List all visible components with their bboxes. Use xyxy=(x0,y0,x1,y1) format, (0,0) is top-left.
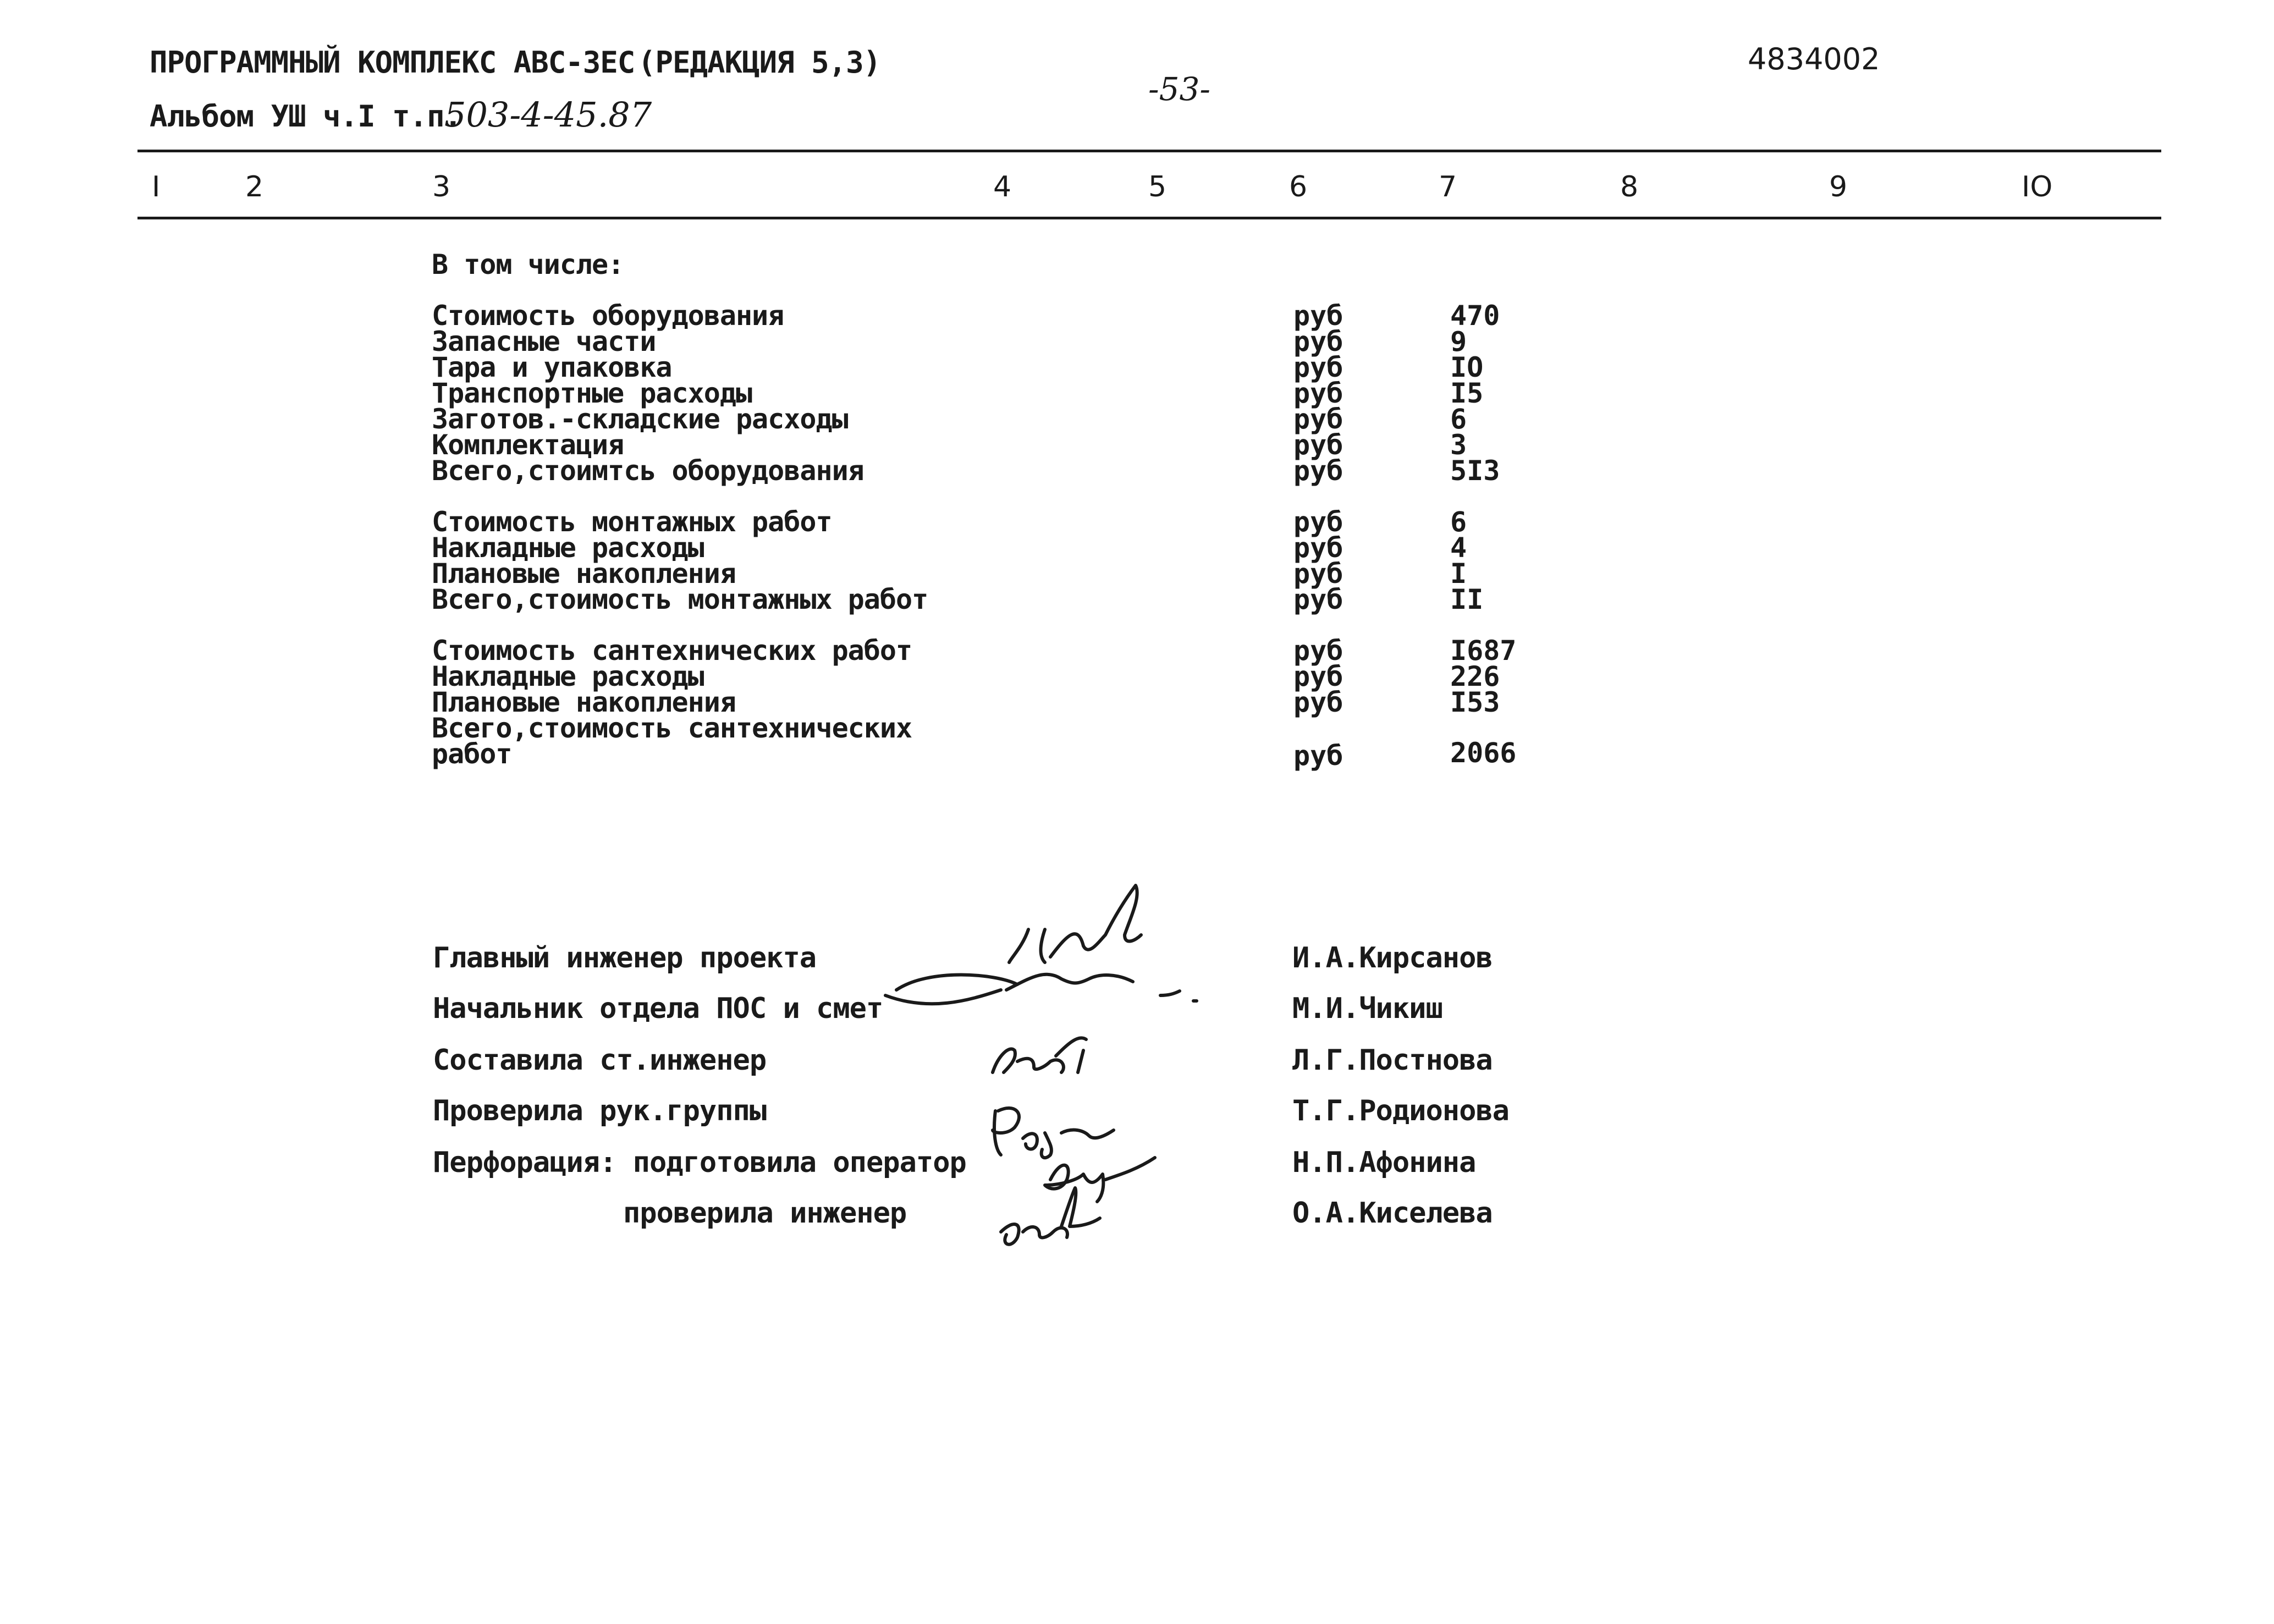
signature-stroke-1 xyxy=(1009,885,1141,962)
row-value: I5 xyxy=(1450,377,1484,409)
total-unit: руб xyxy=(1293,740,1344,772)
row-unit: руб xyxy=(1293,377,1344,409)
row-label: Комплектация xyxy=(432,429,624,461)
row-label: Плановые накопления xyxy=(432,558,736,590)
total-label-line1: Всего,стоимость сантехнических xyxy=(432,712,912,744)
doc-code: 4834002 xyxy=(1748,42,1880,76)
row-value: 4 xyxy=(1450,532,1467,564)
section-intro: В том числе: xyxy=(432,249,624,280)
row-unit: руб xyxy=(1293,429,1344,461)
row-unit: руб xyxy=(1293,506,1344,538)
signature-title: Составила ст.инженер xyxy=(433,1044,767,1077)
signature-name: Т.Г.Родионова xyxy=(1292,1094,1509,1127)
row-label: Тара и упаковка xyxy=(432,351,672,383)
row-label: Стоимость оборудования xyxy=(432,300,784,332)
signature-stroke-6 xyxy=(1001,1188,1100,1245)
row-label: Стоимость монтажных работ xyxy=(432,506,832,538)
signature-title: Начальник отдела ПОС и смет xyxy=(433,992,883,1025)
signature-name: О.А.Киселева xyxy=(1292,1197,1493,1230)
program-title: ПРОГРАММНЫЙ КОМПЛЕКС АВС-ЗЕС xyxy=(150,45,635,80)
page-number: -53- xyxy=(1148,70,1210,108)
album-prefix: Альбом УШ ч.I т.п. xyxy=(150,99,462,134)
row-unit: руб xyxy=(1293,532,1344,564)
row-unit: руб xyxy=(1293,583,1344,615)
row-label: Заготов.-складские расходы xyxy=(432,403,848,435)
signature-stroke-3 xyxy=(993,1038,1086,1072)
column-6-number: 6 xyxy=(1289,170,1308,203)
row-value: IO xyxy=(1450,351,1484,383)
header-rule-bottom xyxy=(137,217,2161,219)
signature-name: Н.П.Афонина xyxy=(1292,1146,1476,1179)
header-rule-top xyxy=(137,150,2161,152)
column-4-number: 4 xyxy=(993,170,1012,203)
row-unit: руб xyxy=(1293,660,1344,692)
edition-label: (РЕДАКЦИЯ 5,3) xyxy=(638,45,881,80)
row-label: Всего,стоимтсь оборудования xyxy=(432,455,864,487)
column-9-number: 9 xyxy=(1829,170,1848,203)
column-3-number: 3 xyxy=(432,170,451,203)
signature-name: М.И.Чикиш xyxy=(1292,992,1442,1025)
column-10-number: IO xyxy=(2022,170,2053,203)
row-label: Стоимость сантехнических работ xyxy=(432,635,912,667)
row-value: 5I3 xyxy=(1450,455,1500,487)
row-unit: руб xyxy=(1293,403,1344,435)
signature-title: Перфорация: подготовила оператор xyxy=(433,1146,966,1179)
row-label: Накладные расходы xyxy=(432,660,704,692)
row-unit: руб xyxy=(1293,455,1344,487)
row-unit: руб xyxy=(1293,326,1344,357)
row-value: 9 xyxy=(1450,326,1467,357)
row-unit: руб xyxy=(1293,686,1344,718)
row-unit: руб xyxy=(1293,351,1344,383)
row-unit: руб xyxy=(1293,558,1344,590)
row-label: Плановые накопления xyxy=(432,686,736,718)
row-unit: руб xyxy=(1293,635,1344,667)
column-7-number: 7 xyxy=(1439,170,1457,203)
signature-title: Проверила рук.группы xyxy=(433,1094,767,1127)
row-value: 226 xyxy=(1450,660,1500,692)
row-value: 6 xyxy=(1450,506,1467,538)
signature-stroke-2 xyxy=(885,975,1197,1004)
column-1-number: I xyxy=(152,170,161,203)
row-value: 3 xyxy=(1450,429,1467,461)
row-label: Всего,стоимость монтажных работ xyxy=(432,583,928,615)
signature-name: Л.Г.Постнова xyxy=(1292,1044,1493,1077)
signature-title: Главный инженер проекта xyxy=(433,942,817,975)
row-label: Накладные расходы xyxy=(432,532,704,564)
total-value: 2066 xyxy=(1450,737,1517,769)
column-5-number: 5 xyxy=(1148,170,1167,203)
column-2-number: 2 xyxy=(245,170,264,203)
signature-stroke-4 xyxy=(993,1108,1114,1158)
row-value: II xyxy=(1450,583,1484,615)
column-8-number: 8 xyxy=(1620,170,1639,203)
row-label: Транспортные расходы xyxy=(432,377,752,409)
row-label: Запасные части xyxy=(432,326,656,357)
row-value: I687 xyxy=(1450,635,1517,667)
signature-stroke-5 xyxy=(1045,1158,1155,1202)
signature-title: проверила инженер xyxy=(623,1197,907,1230)
row-value: I53 xyxy=(1450,686,1500,718)
row-value: I xyxy=(1450,558,1467,590)
row-value: 6 xyxy=(1450,403,1467,435)
album-number: 503-4-45.87 xyxy=(444,95,652,135)
row-unit: руб xyxy=(1293,300,1344,332)
row-value: 470 xyxy=(1450,300,1500,332)
handwritten-signatures xyxy=(863,874,1248,1259)
total-label-line2: работ xyxy=(432,738,512,770)
signature-name: И.А.Кирсанов xyxy=(1292,942,1493,975)
